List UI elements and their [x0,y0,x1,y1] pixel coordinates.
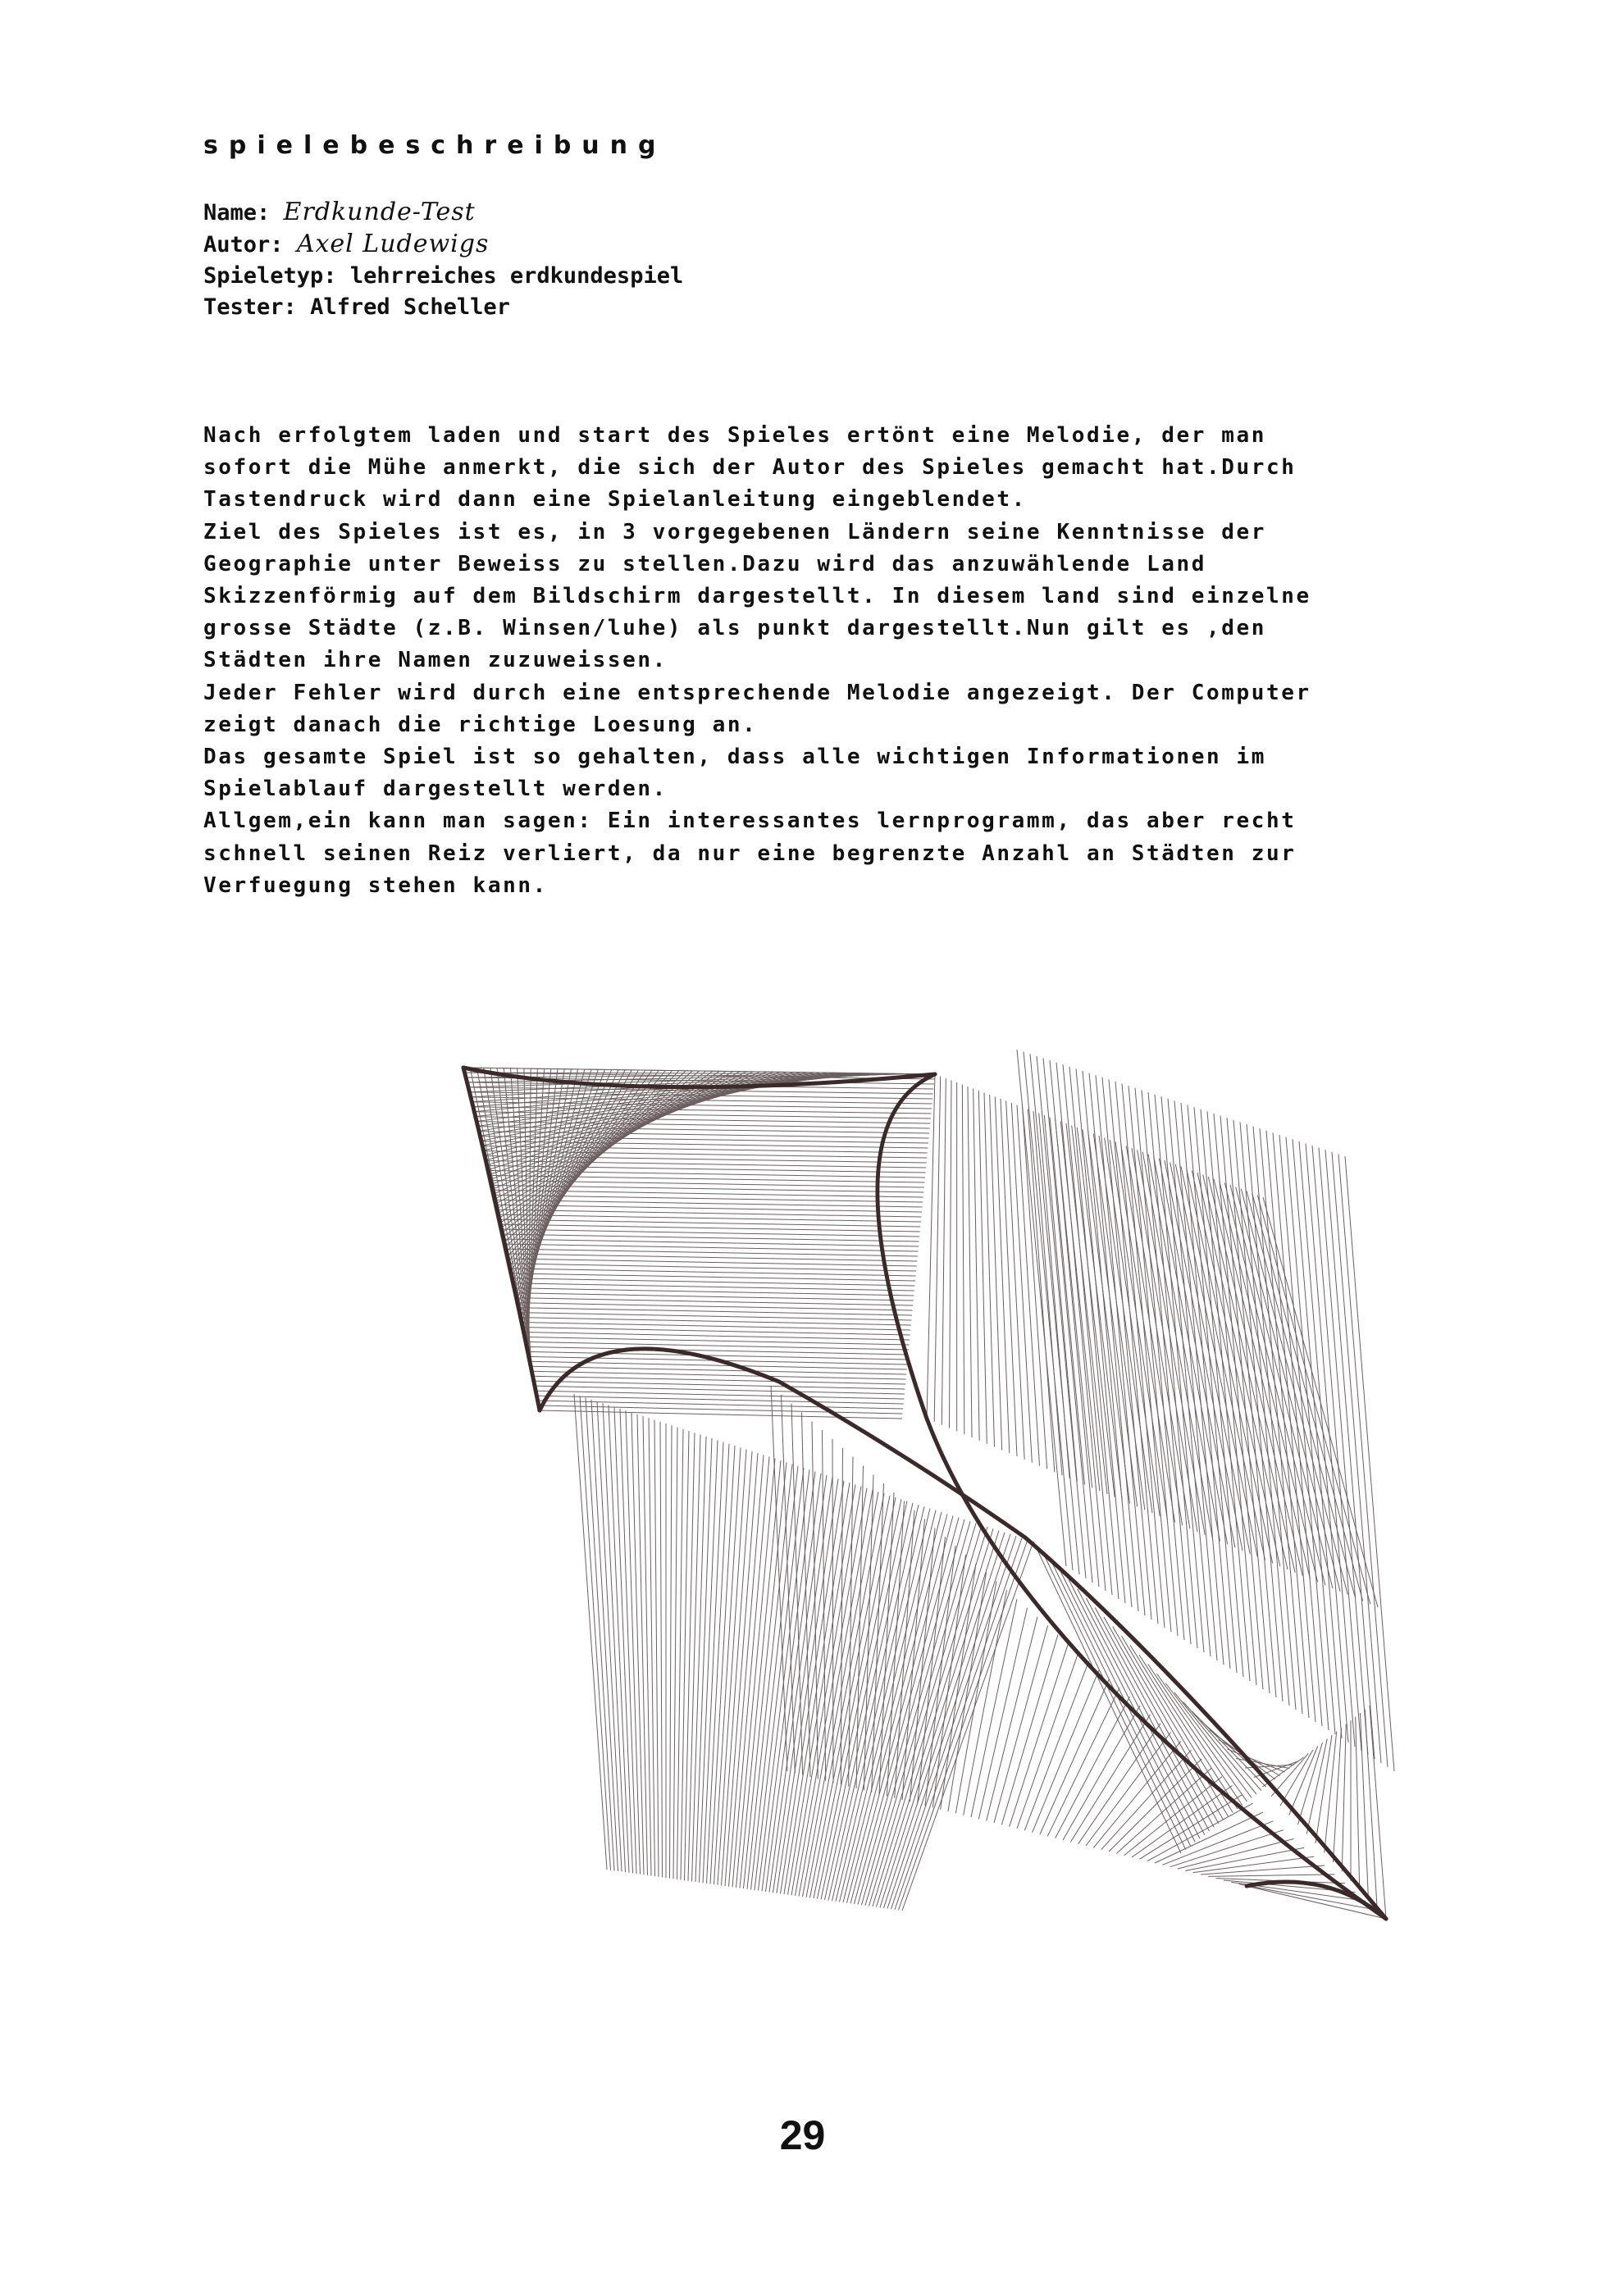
hatch-line [855,1518,960,1904]
hatch-line [700,1440,718,1882]
hatch-line [1345,1156,1394,1771]
hatch-line [539,1405,903,1414]
hatch-line [990,1095,1002,1450]
hatch-line [1194,1107,1243,1677]
review-line: Geographie unter Beweiss zu stellen.Dazu wird das anzuwählende Land [203,551,1206,576]
hatch-line [522,1332,910,1340]
review-line: zeigt danach die richtige Loesung an. [203,712,758,737]
hatch-line [865,1524,976,1906]
hatch-line [973,1089,980,1441]
hatch-line [537,1401,903,1409]
hatch-line [1332,1152,1381,1763]
hatch-line [1370,1706,1386,1919]
hatch-line [934,1077,941,1422]
hatch-line [523,1337,910,1345]
hatch-line [1306,1143,1355,1747]
review-line: Verfuegung stehen kann. [203,872,548,898]
review-line: Städten ihre Namen zuzuweissen. [203,648,668,673]
review-line: Allgem,ein kann man sagen: Ein interessantes lernprogramm, das aber recht [203,809,1297,834]
hatch-line [1087,1598,1210,1831]
type-value: lehrreiches erdkundespiel [349,263,684,289]
hatch-line [971,1599,1017,1817]
name-value: Erdkunde-Test [283,198,476,226]
hatch-line [736,1459,776,1888]
hatch-line [832,1439,833,1783]
hatch-line [1342,1724,1346,1872]
hatch-line [1033,1542,1181,1853]
hatch-line [744,1462,787,1888]
hatch-line [1334,1728,1342,1862]
hatch-line [1315,1735,1332,1843]
hatch-line [516,1303,913,1310]
hatch-line [887,1534,1010,1909]
review-line: Nach erfolgtem laden und start des Spieles ertönt eine Melodie, der man [203,423,1266,448]
review-line: Spielablauf dargestellt werden. [203,777,668,802]
hatch-line [1142,1090,1191,1644]
review-line: sofort die Mühe anmerkt, die sich der Autor des Spieles gemacht hat.Durch [203,455,1297,481]
hatch-line [856,1466,864,1789]
hatch-line [1148,1665,1243,1806]
review-line: Jeder Fehler wird durch eine entsprechende Melodie angezeigt. Der Computer [203,680,1311,705]
name-label: Name: [203,200,271,226]
hatch-line [1078,1589,1205,1835]
hatch-line [521,1327,910,1335]
hatch-line [517,1308,912,1315]
hatch-line [962,1085,964,1435]
author-value: Axel Ludewigs [296,230,490,258]
hatch-line [520,1323,910,1330]
hatch-line [755,1468,804,1890]
hatch-line [1155,1095,1204,1652]
review-line: Ziel des Spieles ist es, in 3 vorgegebenen Ländern seine Kenntnisse der [203,519,1266,544]
hatch-line [1139,1794,1243,1859]
hatch-line [1033,1111,1062,1475]
review-line: Tastendruck wird dann eine Spielanleitung eingeblendet. [203,487,1027,512]
hatch-line [660,1422,663,1878]
hatch-line [1325,1150,1375,1759]
hatch-line [950,1081,952,1428]
hatch-line [534,1386,905,1394]
hatch-line [1113,1627,1224,1820]
hatch-line [1178,1839,1294,1870]
hatch-line [1037,1056,1086,1578]
hatch-line [1193,1856,1315,1873]
hatch-line [1174,1692,1256,1794]
hatch-line [524,1342,909,1350]
hatch-line [777,1479,838,1893]
hatch-line [1122,1084,1171,1632]
hatch-line [609,1405,629,1873]
name-row [203,197,683,229]
hatch-line [1028,1109,1055,1473]
hatch-line [1338,1154,1388,1767]
hatch-line [673,1428,677,1879]
hatch-line [1030,1054,1079,1574]
hatch-line [927,1074,935,1419]
hatch-line [1104,1617,1219,1824]
type-label: Spieletyp: [203,263,337,289]
hatch-line [574,1394,607,1870]
hatch-line [941,1564,976,1810]
hatch-line [732,1457,769,1888]
hatch-line [1161,1096,1211,1656]
hatch-line [1017,1105,1040,1466]
hatch-line [514,1298,913,1305]
hatch-line [1208,1875,1334,1877]
hatch-line [1183,1702,1261,1791]
hatch-line [597,1401,622,1872]
hatch-line [654,1420,659,1877]
hatch-line [1247,1124,1296,1710]
hatch-line [614,1407,633,1874]
hatch-line [849,1457,853,1787]
hatch-line [533,1381,905,1389]
hatch-line [942,1078,946,1425]
hatch-line [1017,1050,1066,1566]
game-metadata [203,197,683,323]
line-art-figure [443,1033,1411,1952]
hatch-line [685,1433,695,1880]
hatch-line [1124,1777,1222,1856]
page-number: 29 [779,2112,826,2158]
hatch-line [1319,1148,1368,1755]
hatch-line [869,1525,983,1906]
hatch-line [968,1086,972,1437]
review-line: schnell seinen Reiz verliert, da nur eine begrenzte Anzahl an Städten zur [203,840,1297,866]
page-heading: spielebeschreibung [203,131,667,160]
review-line: Das gesamte Spiel ist so gehalten, dass alle wichtigen Informationen im [203,745,1266,770]
hatch-line [531,1371,905,1379]
hatch-line [771,1386,787,1771]
hatch-line [1129,1086,1178,1636]
hatch-line [1072,1126,1115,1497]
hatch-line [1299,1141,1348,1742]
hatch-line [1201,1866,1325,1875]
hatch-line [518,1313,911,1320]
hatch-line [1051,1560,1191,1846]
hatch-line [1174,1100,1224,1665]
hatch-line [788,1484,856,1894]
tester-label: Tester: [203,294,297,320]
hatch-line [1240,1122,1289,1706]
hatch-line [532,1376,905,1384]
review-line: Skizzenförmig auf dem Bildschirm dargestellt. In diesem land sind einzelne [203,584,1311,609]
hatch-line [1260,1128,1309,1718]
hatch-line [519,1318,911,1325]
author-label: Autor: [203,232,284,257]
hatch-line [1077,1128,1122,1501]
hatch-line [948,1573,987,1812]
review-line: grosse Städte (z.B. Winsen/luhe) als punkt dargestellt.Nun gilt es ,den [203,616,1266,641]
hatch-line [526,1346,909,1355]
hatch-line [586,1398,614,1871]
hatch-line [1253,1127,1302,1714]
hatch-line [747,1465,792,1889]
hatch-line [536,1391,905,1399]
type-row [203,261,683,292]
hatch-line [825,1503,914,1900]
hatch-line [994,1626,1048,1824]
review-text [203,420,1466,902]
hatch-line [932,1555,965,1808]
tester-value: Alfred Scheller [310,294,510,320]
hatch-line [540,1410,902,1419]
hatch-line [1040,1679,1110,1835]
hatch-line [1293,1139,1342,1738]
hatch-line [1050,1060,1099,1587]
hatch-line [1356,1717,1360,1891]
hatch-line [513,1293,914,1301]
hatch-line [530,1366,906,1374]
hatch-line [1188,1105,1237,1673]
hatch-line [710,1446,735,1884]
hatch-line [1056,1063,1106,1591]
hatch-line [1365,1710,1377,1910]
hatch-line [1312,1146,1361,1751]
hatch-line [802,1413,811,1778]
hatch-line [1095,1608,1214,1828]
hatch-line [1109,1079,1158,1624]
hatch-line [1286,1137,1335,1734]
author-row [203,229,683,261]
hatch-line [995,1097,1010,1454]
hatch-line [895,1538,1022,1910]
hatch-line [1001,1634,1058,1824]
hatch-line [1024,1052,1073,1570]
string-art-illustration [443,1033,1411,1952]
hatch-line [880,1531,999,1908]
hatch-line [769,1475,827,1893]
hatch-line [703,1442,723,1884]
hatch-line [1023,1107,1047,1469]
hatch-line [670,1425,673,1878]
tester-row [203,292,683,323]
hatch-line [1170,1830,1284,1867]
